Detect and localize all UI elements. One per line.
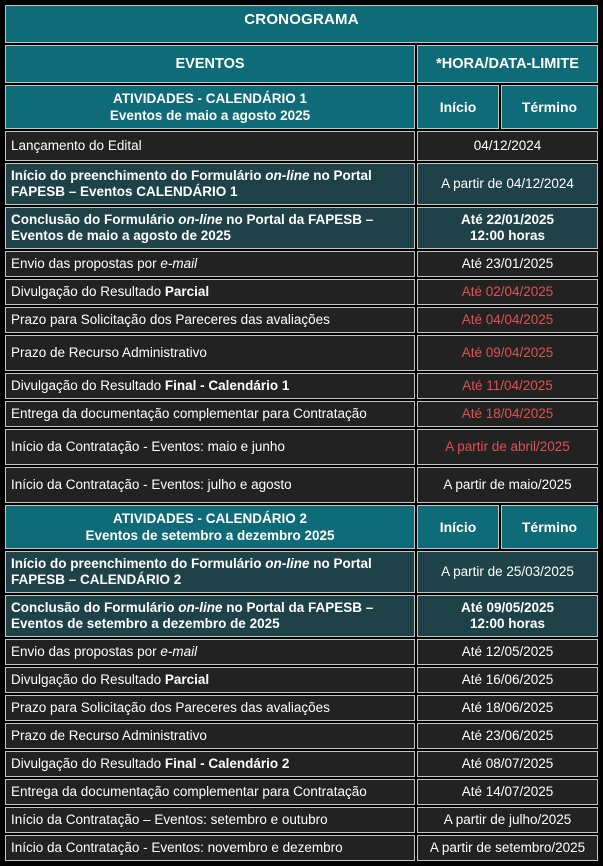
deadline-cell: Até 09/05/2025 12:00 horas bbox=[417, 595, 598, 637]
table-row bbox=[5, 779, 598, 805]
event-cell: Entrega da documentação complementar para Contratação bbox=[5, 779, 415, 805]
col-header-eventos: EVENTOS bbox=[5, 45, 415, 83]
deadline-cell: Até 16/06/2025 bbox=[417, 667, 598, 693]
event-cell: Divulgação do Resultado Parcial bbox=[5, 279, 415, 305]
event-cell: Entrega da documentação complementar para Contratação bbox=[5, 401, 415, 427]
table-row bbox=[5, 751, 598, 777]
deadline-cell: Até 09/04/2025 bbox=[417, 335, 598, 371]
deadline-cell: Até 02/04/2025 bbox=[417, 279, 598, 305]
title-row bbox=[5, 5, 598, 43]
event-cell: Início da Contratação – Eventos: setembro e outubro bbox=[5, 807, 415, 833]
column-header-row bbox=[5, 45, 598, 83]
table-row bbox=[5, 807, 598, 833]
table-row bbox=[5, 595, 598, 637]
event-cell: Conclusão do Formulário on-line no Portal da FAPESB – Eventos de setembro a dezembro de 2025 bbox=[5, 595, 415, 637]
schedule-table bbox=[3, 3, 600, 863]
table-row bbox=[5, 163, 598, 205]
table-row bbox=[5, 335, 598, 371]
deadline-cell: Até 23/06/2025 bbox=[417, 723, 598, 749]
table-row bbox=[5, 401, 598, 427]
deadline-cell: Até 12/05/2025 bbox=[417, 639, 598, 665]
page-title: CRONOGRAMA bbox=[5, 5, 598, 43]
deadline-cell: Até 04/04/2025 bbox=[417, 307, 598, 333]
event-cell: Prazo para Solicitação dos Pareceres das avaliações bbox=[5, 695, 415, 721]
deadline-cell: Até 08/07/2025 bbox=[417, 751, 598, 777]
table-row bbox=[5, 429, 598, 465]
event-cell: Lançamento do Edital bbox=[5, 131, 415, 161]
table-row bbox=[5, 373, 598, 399]
event-cell: Início da Contratação - Eventos: novembro e dezembro bbox=[5, 835, 415, 861]
section-title-line1: ATIVIDADES - CALENDÁRIO 1 bbox=[112, 91, 307, 106]
table-row bbox=[5, 695, 598, 721]
section-title-line2: Eventos de maio a agosto 2025 bbox=[109, 108, 311, 123]
section-header-calendario-1 bbox=[5, 85, 598, 129]
event-cell: Divulgação do Resultado Parcial bbox=[5, 667, 415, 693]
table-row bbox=[5, 723, 598, 749]
event-cell: Prazo para Solicitação dos Pareceres das avaliações bbox=[5, 307, 415, 333]
deadline-cell: 04/12/2024 bbox=[417, 131, 598, 161]
col-header-termino: Término bbox=[501, 85, 598, 129]
deadline-cell: A partir de 25/03/2025 bbox=[417, 551, 598, 593]
event-cell: Envio das propostas por e-mail bbox=[5, 251, 415, 277]
table-row bbox=[5, 639, 598, 665]
event-cell: Início da Contratação - Eventos: maio e junho bbox=[5, 429, 415, 465]
deadline-cell: A partir de abril/2025 bbox=[417, 429, 598, 465]
col-header-hora-data-limite: *HORA/DATA-LIMITE bbox=[417, 45, 598, 83]
table-row bbox=[5, 251, 598, 277]
deadline-cell: Até 22/01/2025 12:00 horas bbox=[417, 207, 598, 249]
deadline-cell: Até 18/04/2025 bbox=[417, 401, 598, 427]
event-cell: Prazo de Recurso Administrativo bbox=[5, 723, 415, 749]
deadline-cell: Até 14/07/2025 bbox=[417, 779, 598, 805]
event-cell: Início do preenchimento do Formulário on-line no Portal FAPESB – CALENDÁRIO 2 bbox=[5, 551, 415, 593]
deadline-cell: A partir de setembro/2025 bbox=[417, 835, 598, 861]
section-title-line1: ATIVIDADES - CALENDÁRIO 2 bbox=[112, 511, 307, 526]
event-cell: Divulgação do Resultado Final - Calendário 1 bbox=[5, 373, 415, 399]
deadline-cell: Até 18/06/2025 bbox=[417, 695, 598, 721]
event-cell: Conclusão do Formulário on-line no Portal da FAPESB – Eventos de maio a agosto de 2025 bbox=[5, 207, 415, 249]
col-header-inicio: Início bbox=[417, 85, 499, 129]
table-row bbox=[5, 551, 598, 593]
table-row bbox=[5, 279, 598, 305]
table-row bbox=[5, 207, 598, 249]
table-row bbox=[5, 835, 598, 861]
section-header-calendario-2 bbox=[5, 505, 598, 549]
event-cell: Prazo de Recurso Administrativo bbox=[5, 335, 415, 371]
event-cell: Início da Contratação - Eventos: julho e agosto bbox=[5, 467, 415, 503]
event-cell: Início do preenchimento do Formulário on-line no Portal FAPESB – Eventos CALENDÁRIO 1 bbox=[5, 163, 415, 205]
deadline-cell: Até 11/04/2025 bbox=[417, 373, 598, 399]
event-cell: Divulgação do Resultado Final - Calendário 2 bbox=[5, 751, 415, 777]
table-row bbox=[5, 131, 598, 161]
section-title-calendario-1 bbox=[5, 85, 415, 129]
deadline-cell: A partir de maio/2025 bbox=[417, 467, 598, 503]
table-row bbox=[5, 467, 598, 503]
table-row bbox=[5, 307, 598, 333]
table-row bbox=[5, 667, 598, 693]
event-cell: Envio das propostas por e-mail bbox=[5, 639, 415, 665]
col-header-termino: Término bbox=[501, 505, 598, 549]
deadline-cell: Até 23/01/2025 bbox=[417, 251, 598, 277]
section-title-calendario-2 bbox=[5, 505, 415, 549]
col-header-inicio: Início bbox=[417, 505, 499, 549]
section-title-line2: Eventos de setembro a dezembro 2025 bbox=[85, 528, 335, 543]
deadline-cell: A partir de 04/12/2024 bbox=[417, 163, 598, 205]
deadline-cell: A partir de julho/2025 bbox=[417, 807, 598, 833]
